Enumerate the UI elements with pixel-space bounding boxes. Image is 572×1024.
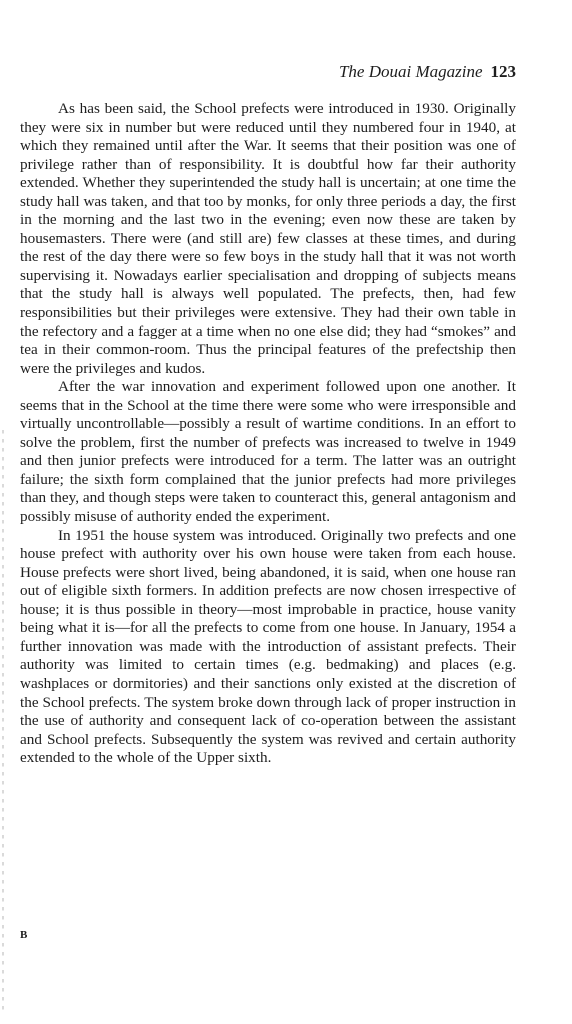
journal-title: The Douai Magazine	[338, 62, 483, 81]
paragraph-prefects-history: As has been said, the School prefects were introduced in 1930. Originally they were six in number but were reduced until they numbered four in 1940, at which they remained until after the War. It seems that their position was one of privilege rather than of responsibility. It is doubtful how far their authority extended. Whether they superintended the study hall is uncertain; at one time the study hall was taken, and that too by monks, for only three periods a day, the first in the morning and the last two in the evening; even now these are taken by housemasters. There were (and still are) few classes at these times, and during the rest of the day there were so few boys in the study hall that it was not worth supervising it. Nowadays earlier specialisation and dropping of subjects means that the study hall is always well populated. The prefects, then, had few responsibilities but their privileges were extensive. They had their own table in the refectory and a fagger at a time when no one else did; they had “smokes” and tea in their common-room. Thus the principal features of the prefectship then were the privileges and kudos.	[20, 100, 516, 377]
printer-signature-mark: B	[20, 929, 28, 941]
paragraph-postwar-experiments: After the war innovation and experiment followed upon one another. It seems that in the School at the time there were some who were irresponsible and virtually uncontrollable—possibly a result of wartime conditions. In an effort to solve the problem, first the number of prefects was increased to twelve in 1949 and then junior prefects were introduced for a term. The latter was an outright failure; the sixth form complained that the junior prefects had more privileges than they, and though steps were taken to counteract this, general antagonism and possibly misuse of authority ended the experiment.	[20, 378, 516, 526]
scan-edge-artifact	[2, 430, 4, 1010]
page-number: 123	[490, 62, 516, 81]
paragraph-house-system: In 1951 the house system was introduced. Originally two prefects and one house prefect with authority over his own house were taken from each house. House prefects were short lived, being abandoned, it is said, when one house ran out of eligible sixth formers. In addition prefects are now chosen irrespective of house; it is thus possible in theory—most improbable in practice, house vanity being what it is—for all the prefects to come from one house. In January, 1954 a further innovation was made with the introduction of assistant prefects. Their authority was limited to certain times (e.g. bedmaking) and places (e.g. washplaces or dormitories) and their sanctions only existed at the discretion of the School prefects. The system broke down through lack of proper instruction in the use of authority and consequent lack of co-operation between the assistant and School prefects. Subsequently the system was revived and certain authority extended to the whole of the Upper sixth.	[20, 526, 516, 767]
running-header	[300, 62, 516, 82]
article-body	[20, 100, 516, 768]
